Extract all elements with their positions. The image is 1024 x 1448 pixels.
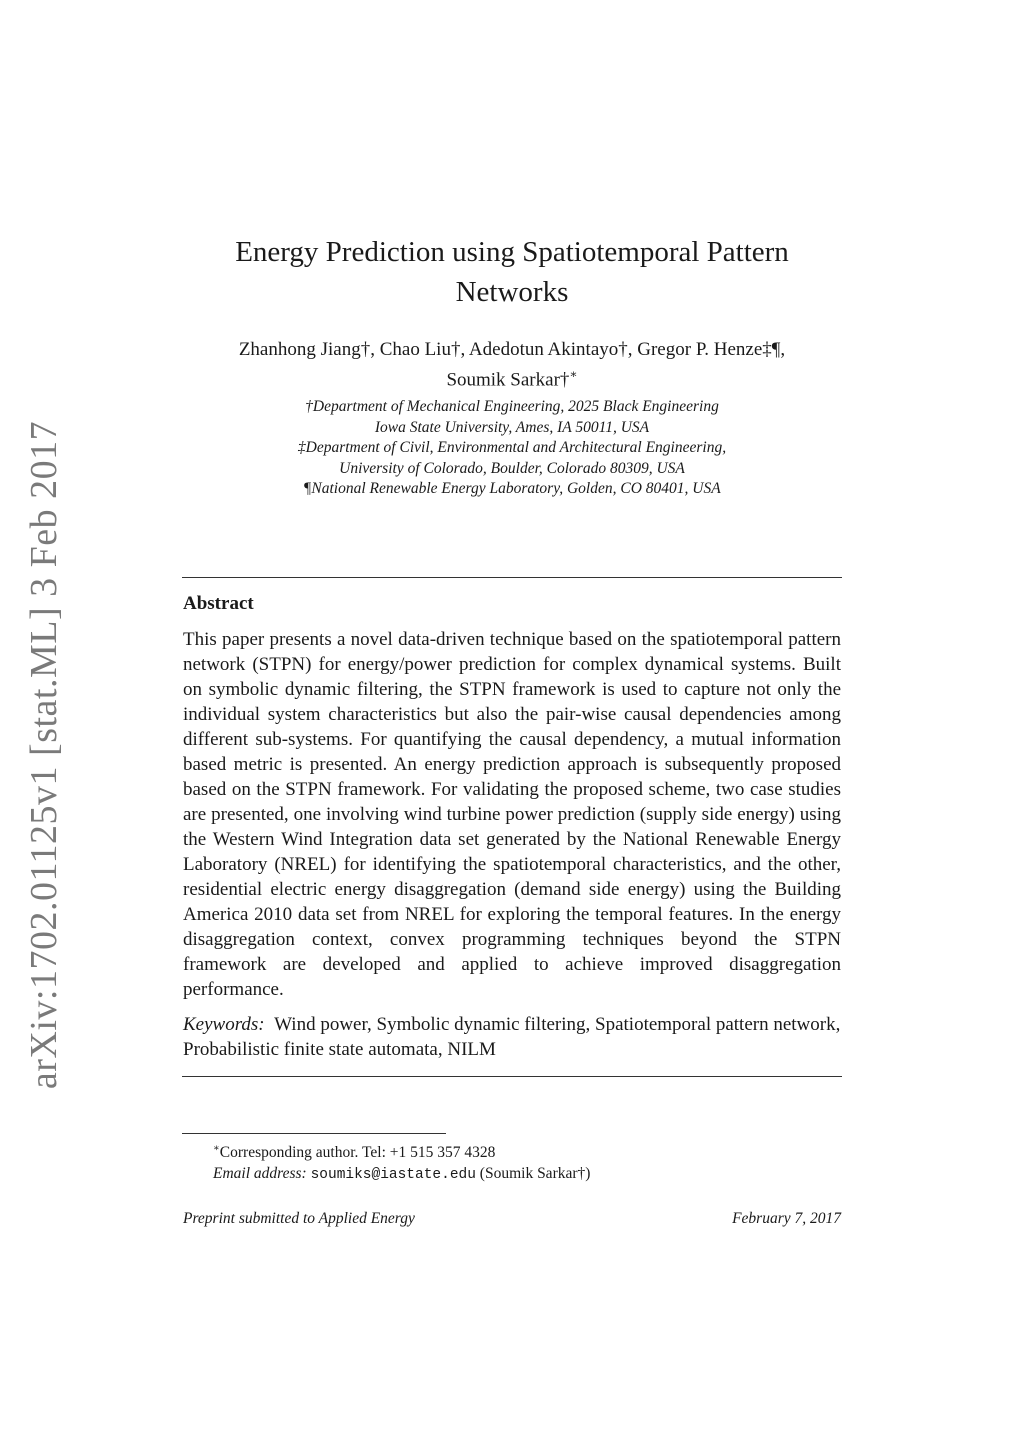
preprint-note: Preprint submitted to Applied Energy	[183, 1210, 415, 1227]
paper-title-line-1: Energy Prediction using Spatiotemporal Pattern	[235, 236, 789, 268]
author-line-1: Zhanhong Jiang†, Chao Liu†, Adedotun Akintayo†, Gregor P. Henze‡¶,	[238, 339, 786, 360]
corresponding-author-footnote	[213, 1138, 590, 1163]
author-line-2	[182, 362, 842, 392]
keywords-label: Keywords:	[183, 1014, 265, 1035]
abstract-bottom-rule	[182, 1076, 842, 1077]
email-owner: (Soumik Sarkar†)	[479, 1165, 591, 1183]
keywords	[183, 1012, 841, 1062]
author-line-2-text: Soumik Sarkar†	[446, 369, 570, 391]
email-link[interactable]: soumiks@iastate.edu	[310, 1167, 476, 1184]
affiliation-list	[182, 397, 842, 500]
abstract-body: This paper presents a novel data-driven technique based on the spatiotemporal pattern network (STPN) for energy/power prediction for complex dynamical systems. Built on symbolic dynamic filtering, the STPN framework is used to capture not only the individual system characteristics but also the pair-wise causal dependencies among different sub-systems. For quantifying the causal dependency, a mutual information based metric is presented. An energy prediction approach is subsequently proposed based on the STPN framework. For validating the proposed scheme, two case studies are presented, one involving wind turbine power prediction (supply side energy) using the Western Wind Integration data set generated by the National Renewable Energy Laboratory (NREL) for identifying the spatiotemporal characteristics, and the other, residential electric energy disaggregation (demand side energy) using the Building America 2010 data set from NREL for exploring the temporal features. In the energy disaggregation context, convex programming techniques beyond the STPN framework are developed and applied to achieve improved disaggregation performance.	[183, 629, 841, 1000]
affiliation-line: †Department of Mechanical Engineering, 2025 Black Engineering	[305, 398, 719, 415]
paper-title	[182, 232, 842, 312]
footnote-mark: ∗	[213, 1143, 220, 1154]
footnotes	[213, 1138, 590, 1186]
affiliation-line: Iowa State University, Ames, IA 50011, USA	[374, 418, 650, 436]
footnote-rule	[182, 1133, 446, 1134]
corresponding-author-mark: ∗	[569, 367, 578, 381]
email-label: Email address:	[213, 1165, 307, 1183]
affiliation-line: University of Colorado, Boulder, Colorado 80309, USA	[339, 459, 685, 477]
abstract-heading: Abstract	[183, 593, 254, 614]
paper-title-line-2: Networks	[455, 276, 569, 308]
preprint-date: February 7, 2017	[732, 1210, 841, 1227]
affiliation-line: ¶National Renewable Energy Laboratory, Golden, CO 80401, USA	[303, 480, 721, 497]
keywords-text: Wind power, Symbolic dynamic filtering, Spatiotemporal pattern network, Probabilistic finite state automata, NILM	[183, 1014, 841, 1060]
corresponding-author-text: Corresponding author. Tel: +1 515 357 4328	[219, 1144, 496, 1162]
email-footnote	[213, 1163, 590, 1186]
arxiv-identifier-stamp: arXiv:1702.01125v1 [stat.ML] 3 Feb 2017	[23, 420, 65, 1090]
affiliation-line: ‡Department of Civil, Environmental and Architectural Engineering,	[297, 439, 727, 456]
abstract-top-rule	[182, 577, 842, 578]
author-list	[182, 338, 842, 392]
